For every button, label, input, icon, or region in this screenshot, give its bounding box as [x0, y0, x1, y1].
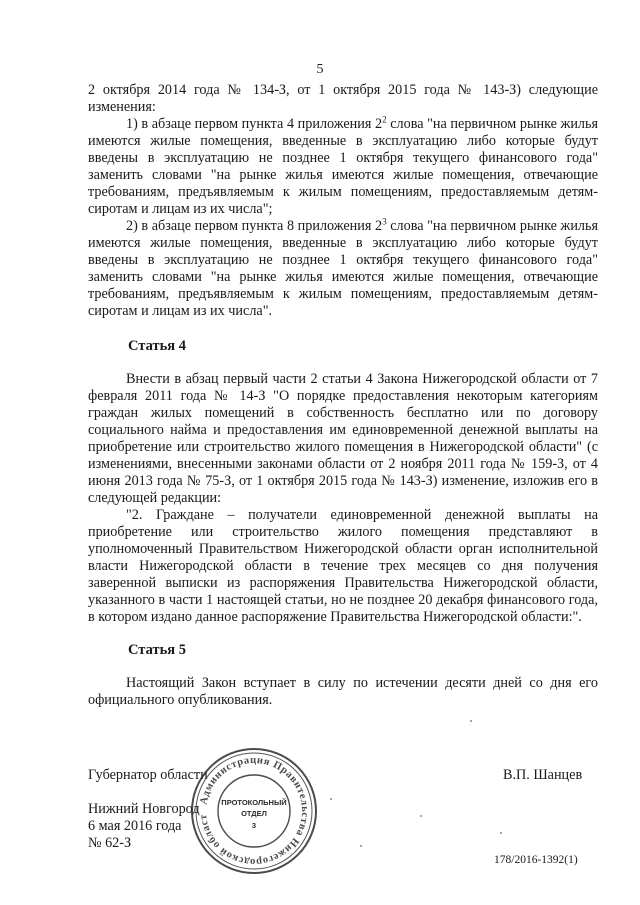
registration-number: 178/2016-1392(1): [494, 854, 578, 866]
article-5-body: Настоящий Закон вступает в силу по истечении десяти дней со дня его официального опубликования.: [88, 675, 598, 708]
signing-date: 6 мая 2016 года: [88, 818, 182, 834]
law-number: № 62-З: [88, 835, 132, 851]
seal-center-line-3: 3: [251, 821, 257, 830]
article-4-heading: Статья 4: [128, 338, 186, 354]
amendment-item-2-rest: слова "на первичном рынке жилья имеются жилые помещения, введенные в эксплуатацию либо которые будут введены в эксплуатацию не позднее 1 октября текущего финансового года" заменить словами "на рынке жилья имеются жилые помещения, отвечающие требованиям, предъявляемым к жилым помещениям, предоставляемым детям-сиротам и лицам из их числа".: [88, 218, 598, 319]
governor-name: В.П. Шанцев: [503, 767, 583, 783]
seal-graphic: [188, 745, 320, 877]
signing-city: Нижний Новгород: [88, 801, 200, 817]
seal-ring-text: Администрация Правительства Нижегородской област: [198, 754, 311, 868]
governor-title: Губернатор области: [88, 767, 208, 783]
article-4-quote: "2. Граждане – получатели единовременной денежной выплаты на приобретение или строительство жилого помещения представляют в уполномоченный Правительством Нижегородской области орган исполнительной власти Нижегородской области в течение трех месяцев со дня получения заверенной выписки из распоряжения Правительства Нижегородской области, указанного в части 1 настоящей статьи, но не позднее 20 декабря финансового года, в котором издано данное распоряжение Правительства Нижегородской области:".: [88, 507, 598, 625]
document-body: [88, 82, 598, 709]
article-5-heading: Статья 5: [128, 642, 186, 658]
scan-speck: [470, 720, 472, 722]
scan-speck: [420, 815, 422, 817]
page-number: 5: [316, 62, 324, 77]
scan-speck: [500, 832, 502, 834]
amendment-item-1-prefix: 1) в абзаце первом пункта 4 приложения 2: [126, 116, 383, 132]
article-4-body: Внести в абзац первый части 2 статьи 4 Закона Нижегородской области от 7 февраля 2011 года № 14-З "О порядке предоставления некоторым категориям граждан жилых помещений в собственность бесплатно или по договору социального найма и предоставления им единовременной денежной выплаты на приобретение или строительство жилого помещения в Нижегородской области" (с изменениями, внесенными законами области от 2 ноября 2011 года № 159-З, от 4 июня 2013 года № 75-З, от 1 октября 2015 года № 143-З) изменение, изложив его в следующей редакции:: [88, 371, 598, 506]
amendment-item-1-sup: 2: [382, 114, 387, 125]
amendment-item-1: [88, 116, 598, 218]
amendment-item-2-prefix: 2) в абзаце первом пункта 8 приложения 2: [126, 218, 383, 234]
seal-center-line-2: ОТДЕЛ: [241, 809, 267, 818]
amendment-item-1-rest: слова "на первичном рынке жилья имеются жилые помещения, введенные в эксплуатацию либо которые будут введены в эксплуатацию не позднее 1 октября текущего финансового года" заменить словами "на рынке жилья имеются жилые помещения, отвечающие требованиям, предъявляемым к жилым помещениям, предоставляемым детям-сиротам и лицам из их числа";: [88, 116, 598, 217]
amendment-item-2-sup: 3: [382, 216, 387, 227]
seal-center-line-1: ПРОТОКОЛЬНЫЙ: [221, 798, 287, 807]
official-seal-stamp: [188, 745, 320, 877]
scan-speck: [330, 798, 332, 800]
scan-speck: [360, 845, 362, 847]
amendment-item-2: [88, 218, 598, 320]
intro-line: 2 октября 2014 года № 134-З, от 1 октября 2015 года № 143-З) следующие изменения:: [88, 82, 598, 115]
